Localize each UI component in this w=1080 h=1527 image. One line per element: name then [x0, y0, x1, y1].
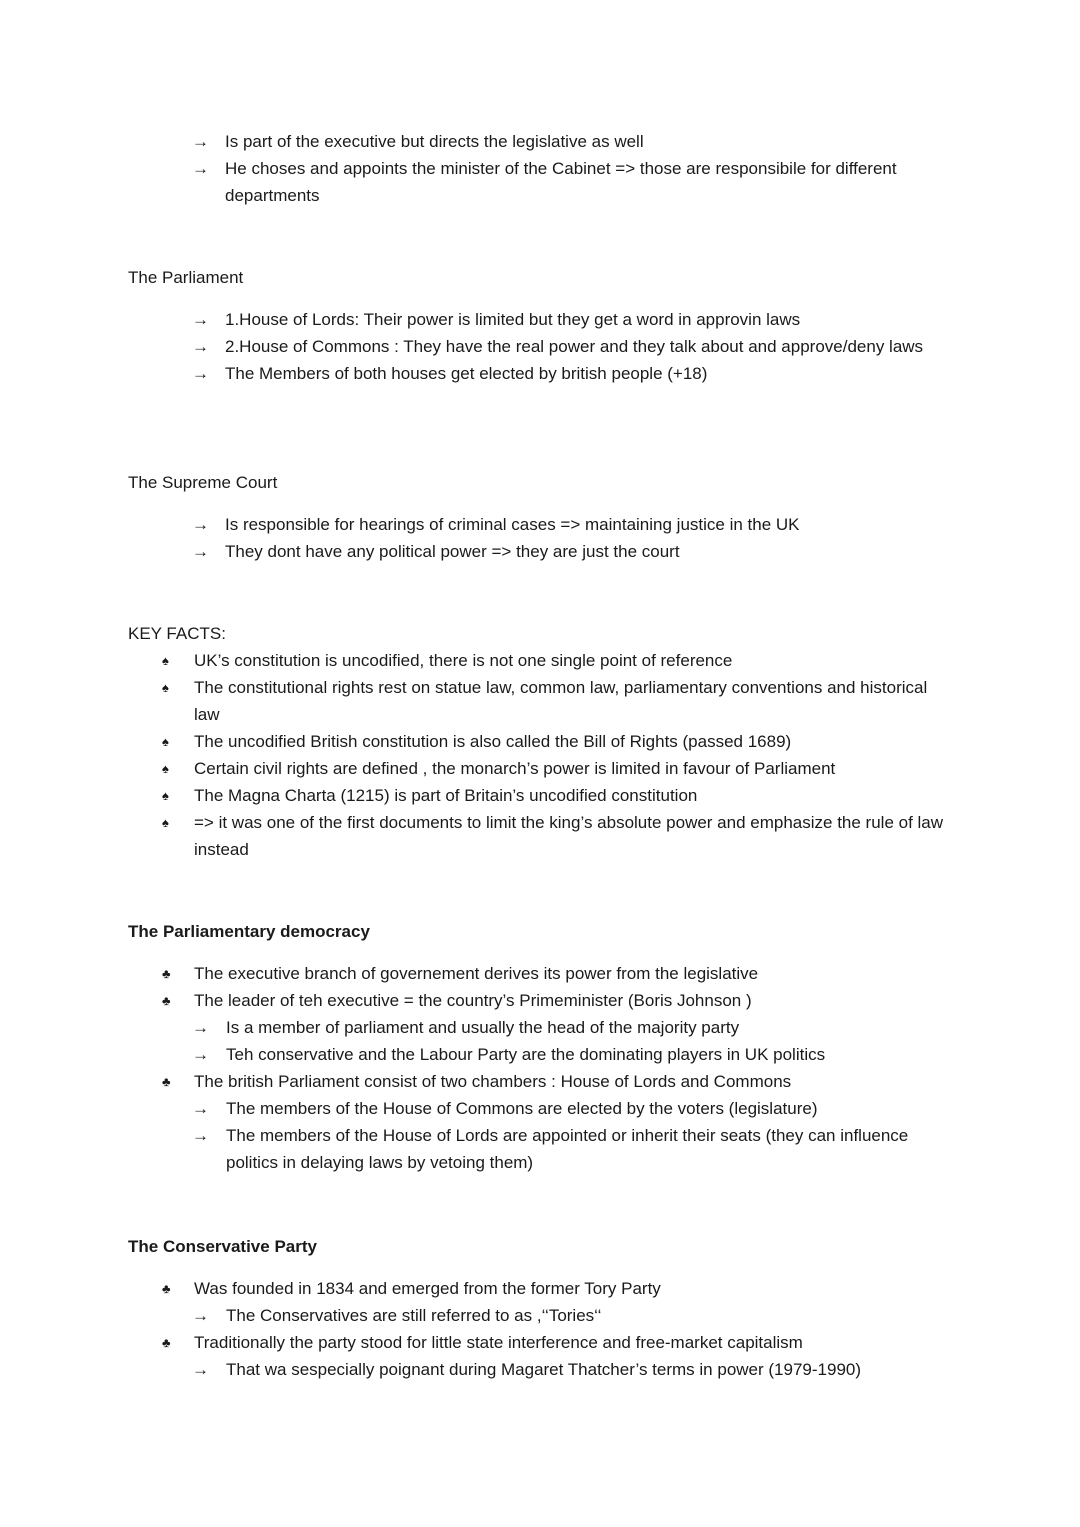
spade-icon: ♠	[162, 734, 169, 749]
list-item: → Is a member of parliament and usually the head of the majority party	[128, 1014, 948, 1041]
arrow-right-icon: →	[192, 1306, 209, 1325]
spade-icon: ♠	[162, 761, 169, 776]
parliament-list	[128, 306, 948, 387]
section-title: The Parliamentary democracy	[128, 922, 370, 941]
list-item: ♠ => it was one of the first documents to limit the king’s absolute power and emphasize the rule of law instead	[128, 809, 948, 863]
list-item: → Is responsible for hearings of criminal cases => maintaining justice in the UK	[128, 511, 948, 538]
arrow-right-icon: →	[192, 132, 209, 151]
list-item: → 1.House of Lords: Their power is limited but they get a word in approvin laws	[128, 306, 948, 333]
list-item: → The Members of both houses get elected by british people (+18)	[128, 360, 948, 387]
arrow-right-icon: →	[192, 159, 209, 178]
club-icon: ♣	[162, 1074, 171, 1089]
list-item: → Teh conservative and the Labour Party are the dominating players in UK politics	[128, 1041, 948, 1068]
conservative-party-section	[128, 1233, 948, 1383]
conservative-party-list	[128, 1275, 948, 1383]
list-item: → He choses and appoints the minister of the Cabinet => those are responsibile for different departments	[128, 155, 948, 209]
club-icon: ♣	[162, 993, 171, 1008]
arrow-right-icon: →	[192, 1018, 209, 1037]
list-item: → 2.House of Commons : They have the real power and they talk about and approve/deny laws	[128, 333, 948, 360]
list-item: ♠ Certain civil rights are defined , the monarch’s power is limited in favour of Parliament	[128, 755, 948, 782]
list-item: ♣ Traditionally the party stood for little state interference and free-market capitalism	[128, 1329, 948, 1356]
parliamentary-democracy-section	[128, 918, 948, 1176]
spade-icon: ♠	[162, 815, 169, 830]
intro-section	[128, 128, 948, 209]
spade-icon: ♠	[162, 788, 169, 803]
list-item: ♣ The leader of teh executive = the country’s Primeminister (Boris Johnson )	[128, 987, 948, 1014]
list-item: ♣ The executive branch of governement derives its power from the legislative	[128, 960, 948, 987]
intro-list	[128, 128, 948, 209]
spade-icon: ♠	[162, 680, 169, 695]
list-item: ♠ The constitutional rights rest on statue law, common law, parliamentary conventions and historical law	[128, 674, 948, 728]
list-item: → Is part of the executive but directs the legislative as well	[128, 128, 948, 155]
supreme-court-section	[128, 469, 948, 565]
list-item: ♠ The uncodified British constitution is also called the Bill of Rights (passed 1689)	[128, 728, 948, 755]
parliamentary-democracy-list	[128, 960, 948, 1176]
arrow-right-icon: →	[192, 1126, 209, 1145]
list-item: → That wa sespecially poignant during Magaret Thatcher’s terms in power (1979-1990)	[128, 1356, 948, 1383]
arrow-right-icon: →	[192, 337, 209, 356]
list-item: ♠ The Magna Charta (1215) is part of Britain’s uncodified constitution	[128, 782, 948, 809]
arrow-right-icon: →	[192, 515, 209, 534]
list-item: ♣ The british Parliament consist of two chambers : House of Lords and Commons	[128, 1068, 948, 1095]
list-item: ♠ UK’s constitution is uncodified, there is not one single point of reference	[128, 647, 948, 674]
arrow-right-icon: →	[192, 364, 209, 383]
key-facts-section	[128, 620, 948, 863]
key-facts-list	[128, 647, 948, 863]
section-title: The Parliament	[128, 268, 244, 287]
arrow-right-icon: →	[192, 542, 209, 561]
spade-icon: ♠	[162, 653, 169, 668]
arrow-right-icon: →	[192, 310, 209, 329]
arrow-right-icon: →	[192, 1360, 209, 1379]
list-item: → The members of the House of Lords are appointed or inherit their seats (they can influence politics in delaying laws by vetoing them)	[128, 1122, 948, 1176]
list-item: → The members of the House of Commons are elected by the voters (legislature)	[128, 1095, 948, 1122]
arrow-right-icon: →	[192, 1045, 209, 1064]
parliament-section	[128, 264, 948, 387]
list-item: ♣ Was founded in 1834 and emerged from the former Tory Party	[128, 1275, 948, 1302]
arrow-right-icon: →	[192, 1099, 209, 1118]
section-title: The Conservative Party	[128, 1237, 317, 1256]
club-icon: ♣	[162, 966, 171, 981]
list-item: → The Conservatives are still referred to as ,‘‘Tories‘‘	[128, 1302, 948, 1329]
list-item: → They dont have any political power => they are just the court	[128, 538, 948, 565]
supreme-court-list	[128, 511, 948, 565]
section-title: The Supreme Court	[128, 473, 278, 492]
club-icon: ♣	[162, 1281, 171, 1296]
section-title: KEY FACTS:	[128, 624, 226, 643]
club-icon: ♣	[162, 1335, 171, 1350]
